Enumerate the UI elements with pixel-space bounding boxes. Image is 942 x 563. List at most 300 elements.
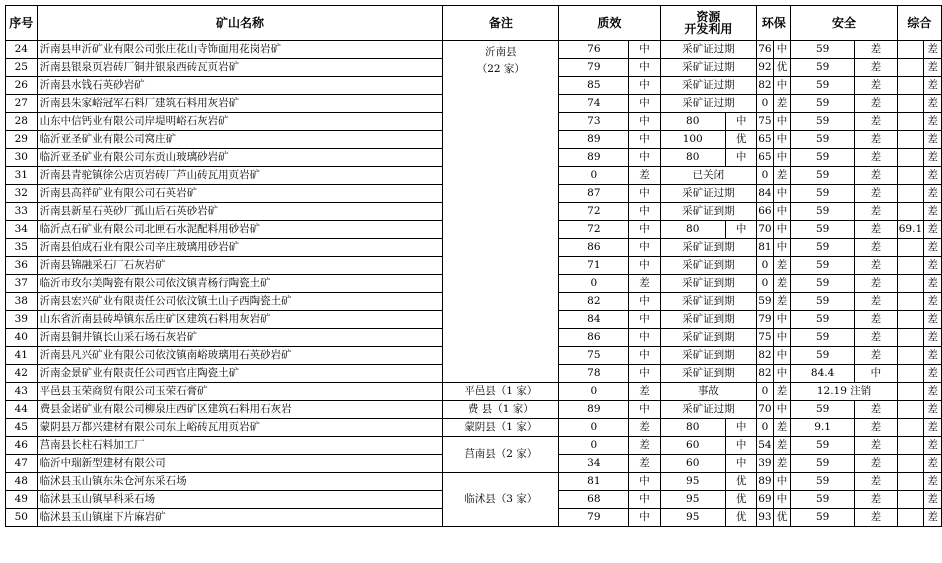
cell-quality-grade: 中 (629, 293, 660, 311)
cell-resource-grade: 中 (725, 455, 756, 473)
cell-overall-grade: 差 (924, 311, 942, 329)
cell-quality-score: 86 (559, 329, 629, 347)
note-line1: 临沭县（3 家） (464, 493, 538, 506)
cell-overall-score (897, 275, 923, 293)
cell-name: 沂南县铜井镇长山采石场石灰岩矿 (37, 329, 443, 347)
cell-env-score: 54 (757, 437, 773, 455)
cell-name: 山东省沂南县砖埠镇东岳庄矿区建筑石料用灰岩矿 (37, 311, 443, 329)
cell-env-grade: 差 (773, 383, 791, 401)
cell-no: 32 (6, 185, 38, 203)
cell-overall-score (897, 437, 923, 455)
cell-no: 35 (6, 239, 38, 257)
cell-resource-score: 80 (660, 221, 725, 239)
cell-quality-grade: 中 (629, 365, 660, 383)
note-line1: 费 县（1 家） (467, 403, 534, 416)
cell-overall-grade: 差 (924, 275, 942, 293)
cell-safety-status: 12.19 注销 (791, 383, 897, 401)
cell-resource-score: 95 (660, 491, 725, 509)
cell-env-score: 82 (757, 365, 773, 383)
cell-overall-score (897, 401, 923, 419)
header-resource-line2: 开发利用 (684, 22, 733, 36)
cell-env-grade: 中 (773, 347, 791, 365)
cell-env-grade: 差 (773, 257, 791, 275)
cell-safety-grade: 差 (854, 455, 897, 473)
cell-safety-score: 59 (791, 239, 855, 257)
cell-resource-status: 采矿证到期 (660, 275, 757, 293)
cell-no: 27 (6, 95, 38, 113)
cell-overall-score (897, 131, 923, 149)
cell-quality-score: 89 (559, 401, 629, 419)
cell-no: 41 (6, 347, 38, 365)
cell-quality-score: 76 (559, 41, 629, 59)
cell-resource-status: 采矿证到期 (660, 293, 757, 311)
cell-env-grade: 中 (773, 77, 791, 95)
cell-quality-score: 78 (559, 365, 629, 383)
cell-resource-status: 采矿证到期 (660, 365, 757, 383)
cell-quality-score: 0 (559, 437, 629, 455)
cell-resource-status: 采矿证过期 (660, 41, 757, 59)
cell-env-grade: 中 (773, 473, 791, 491)
cell-safety-score: 59 (791, 185, 855, 203)
cell-overall-grade: 差 (924, 77, 942, 95)
cell-resource-score: 60 (660, 455, 725, 473)
cell-env-grade: 中 (773, 185, 791, 203)
cell-safety-score: 59 (791, 113, 855, 131)
cell-quality-score: 81 (559, 473, 629, 491)
cell-quality-score: 79 (559, 509, 629, 527)
cell-no: 42 (6, 365, 38, 383)
cell-safety-score: 59 (791, 167, 855, 185)
cell-name: 沂南县高祥矿业有限公司石英岩矿 (37, 185, 443, 203)
note-line2: （22 家） (476, 63, 525, 75)
cell-overall-score (897, 95, 923, 113)
cell-resource-status: 采矿证过期 (660, 185, 757, 203)
cell-name: 沂南县宏兴矿业有限责任公司依汶镇土山子西陶瓷土矿 (37, 293, 443, 311)
cell-name: 沂南县锦融采石厂石灰岩矿 (37, 257, 443, 275)
cell-resource-status: 采矿证到期 (660, 311, 757, 329)
header-name: 矿山名称 (37, 6, 443, 41)
cell-no: 43 (6, 383, 38, 401)
cell-overall-grade: 差 (924, 149, 942, 167)
cell-safety-grade: 差 (854, 329, 897, 347)
cell-quality-grade: 差 (629, 167, 660, 185)
cell-safety-score: 59 (791, 95, 855, 113)
cell-quality-score: 75 (559, 347, 629, 365)
cell-resource-score: 80 (660, 149, 725, 167)
cell-no: 50 (6, 509, 38, 527)
header-note: 备注 (443, 6, 559, 41)
cell-safety-score: 59 (791, 221, 855, 239)
cell-safety-score: 59 (791, 59, 855, 77)
cell-env-score: 65 (757, 131, 773, 149)
cell-quality-score: 72 (559, 221, 629, 239)
cell-safety-score: 59 (791, 401, 855, 419)
header-env: 环保 (757, 6, 791, 41)
cell-overall-grade: 差 (924, 293, 942, 311)
cell-quality-grade: 中 (629, 41, 660, 59)
cell-env-score: 92 (757, 59, 773, 77)
cell-overall-grade: 差 (924, 185, 942, 203)
cell-name: 沂南县青驼镇徐公店页岩砖厂芦山砖瓦用页岩矿 (37, 167, 443, 185)
cell-resource-status: 已关闭 (660, 167, 757, 185)
cell-resource-status: 采矿证到期 (660, 203, 757, 221)
cell-overall-score (897, 41, 923, 59)
cell-safety-grade: 差 (854, 185, 897, 203)
header-quality: 质效 (559, 6, 660, 41)
cell-resource-status: 采矿证到期 (660, 347, 757, 365)
cell-resource-grade: 优 (725, 491, 756, 509)
cell-safety-grade: 差 (854, 509, 897, 527)
cell-safety-grade: 差 (854, 293, 897, 311)
cell-safety-grade: 差 (854, 41, 897, 59)
cell-name: 临沭县玉山镇崖下片麻岩矿 (37, 509, 443, 527)
cell-resource-status: 采矿证过期 (660, 401, 757, 419)
cell-safety-grade: 差 (854, 167, 897, 185)
cell-env-grade: 优 (773, 509, 791, 527)
cell-safety-score: 59 (791, 275, 855, 293)
cell-resource-grade: 中 (725, 149, 756, 167)
cell-safety-score: 59 (791, 293, 855, 311)
cell-safety-score: 59 (791, 473, 855, 491)
cell-quality-grade: 中 (629, 491, 660, 509)
cell-quality-score: 71 (559, 257, 629, 275)
cell-note (443, 419, 559, 437)
cell-safety-score: 59 (791, 203, 855, 221)
cell-name: 莒南县长柱石料加工厂 (37, 437, 443, 455)
cell-overall-score (897, 149, 923, 167)
cell-env-grade: 差 (773, 95, 791, 113)
cell-quality-score: 89 (559, 149, 629, 167)
cell-env-score: 79 (757, 311, 773, 329)
cell-env-score: 0 (757, 95, 773, 113)
cell-env-grade: 中 (773, 113, 791, 131)
cell-overall-score (897, 455, 923, 473)
cell-quality-grade: 差 (629, 419, 660, 437)
cell-overall-score (897, 311, 923, 329)
cell-quality-grade: 中 (629, 113, 660, 131)
cell-quality-score: 0 (559, 383, 629, 401)
cell-safety-score: 59 (791, 131, 855, 149)
cell-note (443, 41, 559, 383)
cell-safety-grade: 差 (854, 473, 897, 491)
report-table-container (5, 5, 942, 527)
cell-no: 46 (6, 437, 38, 455)
cell-quality-grade: 中 (629, 509, 660, 527)
cell-overall-score (897, 239, 923, 257)
cell-no: 37 (6, 275, 38, 293)
cell-name: 沂南县朱家峪冠军石料厂建筑石料用灰岩矿 (37, 95, 443, 113)
cell-env-score: 0 (757, 275, 773, 293)
cell-no: 31 (6, 167, 38, 185)
header-no: 序号 (6, 6, 38, 41)
cell-safety-grade: 差 (854, 437, 897, 455)
cell-no: 29 (6, 131, 38, 149)
cell-quality-score: 34 (559, 455, 629, 473)
cell-name: 临沂亚圣矿业有限公司窝庄矿 (37, 131, 443, 149)
cell-no: 26 (6, 77, 38, 95)
cell-overall-score (897, 347, 923, 365)
table-row (6, 473, 942, 491)
cell-resource-status: 采矿证过期 (660, 59, 757, 77)
cell-overall-score (897, 59, 923, 77)
cell-overall-score (897, 365, 923, 383)
cell-safety-score: 84.4 (791, 365, 855, 383)
cell-safety-score: 59 (791, 329, 855, 347)
cell-quality-grade: 中 (629, 473, 660, 491)
cell-quality-grade: 中 (629, 311, 660, 329)
cell-quality-score: 82 (559, 293, 629, 311)
table-row (6, 437, 942, 455)
cell-overall-score (897, 509, 923, 527)
cell-safety-grade: 差 (854, 77, 897, 95)
cell-overall-grade: 差 (924, 113, 942, 131)
cell-quality-score: 85 (559, 77, 629, 95)
cell-env-score: 75 (757, 329, 773, 347)
cell-quality-grade: 中 (629, 185, 660, 203)
cell-note (443, 473, 559, 527)
header-row (6, 6, 942, 41)
header-safety: 安全 (791, 6, 897, 41)
cell-quality-score: 74 (559, 95, 629, 113)
cell-quality-score: 0 (559, 419, 629, 437)
cell-quality-grade: 差 (629, 437, 660, 455)
cell-safety-score: 59 (791, 347, 855, 365)
cell-quality-grade: 差 (629, 383, 660, 401)
cell-resource-status: 采矿证过期 (660, 77, 757, 95)
cell-quality-grade: 中 (629, 329, 660, 347)
cell-env-score: 75 (757, 113, 773, 131)
cell-env-score: 0 (757, 383, 773, 401)
cell-overall-score (897, 473, 923, 491)
cell-overall-grade: 差 (924, 491, 942, 509)
cell-no: 24 (6, 41, 38, 59)
cell-env-score: 76 (757, 41, 773, 59)
cell-env-score: 70 (757, 221, 773, 239)
cell-quality-score: 89 (559, 131, 629, 149)
cell-resource-grade: 优 (725, 473, 756, 491)
cell-safety-grade: 差 (854, 239, 897, 257)
cell-safety-grade: 差 (854, 311, 897, 329)
cell-name: 费县金诺矿业有限公司柳泉庄西矿区建筑石料用石灰岩 (37, 401, 443, 419)
cell-quality-score: 68 (559, 491, 629, 509)
header-resource-line1: 资源 (696, 10, 721, 24)
cell-env-score: 69 (757, 491, 773, 509)
cell-env-grade: 中 (773, 41, 791, 59)
cell-env-grade: 差 (773, 275, 791, 293)
cell-name: 蒙阴县万都兴建材有限公司东上峪砖瓦用页岩矿 (37, 419, 443, 437)
cell-quality-grade: 中 (629, 77, 660, 95)
cell-env-grade: 中 (773, 401, 791, 419)
cell-safety-score: 59 (791, 437, 855, 455)
cell-overall-score (897, 185, 923, 203)
cell-overall-grade: 差 (924, 401, 942, 419)
cell-safety-grade: 差 (854, 113, 897, 131)
cell-env-score: 84 (757, 185, 773, 203)
cell-resource-score: 80 (660, 419, 725, 437)
cell-overall-grade: 差 (924, 257, 942, 275)
header-overall: 综合 (897, 6, 941, 41)
cell-env-score: 82 (757, 77, 773, 95)
header-resource (660, 6, 757, 41)
cell-safety-score: 59 (791, 455, 855, 473)
cell-env-score: 82 (757, 347, 773, 365)
cell-overall-grade: 差 (924, 203, 942, 221)
cell-quality-score: 79 (559, 59, 629, 77)
cell-env-grade: 中 (773, 221, 791, 239)
cell-quality-grade: 中 (629, 221, 660, 239)
cell-quality-score: 0 (559, 275, 629, 293)
cell-overall-grade: 差 (924, 455, 942, 473)
cell-no: 49 (6, 491, 38, 509)
cell-safety-grade: 差 (854, 275, 897, 293)
cell-overall-grade: 差 (924, 167, 942, 185)
cell-no: 47 (6, 455, 38, 473)
cell-overall-grade: 差 (924, 473, 942, 491)
cell-overall-grade: 差 (924, 329, 942, 347)
cell-safety-grade: 差 (854, 95, 897, 113)
cell-overall-score (897, 293, 923, 311)
cell-safety-score: 59 (791, 257, 855, 275)
cell-quality-grade: 中 (629, 203, 660, 221)
cell-resource-grade: 中 (725, 221, 756, 239)
note-line1: 沂南县 (485, 46, 517, 58)
cell-resource-grade: 优 (725, 131, 756, 149)
cell-resource-score: 100 (660, 131, 725, 149)
cell-quality-score: 73 (559, 113, 629, 131)
cell-name: 临沭县玉山镇东朱仓河东采石场 (37, 473, 443, 491)
cell-no: 44 (6, 401, 38, 419)
cell-overall-grade: 差 (924, 41, 942, 59)
cell-quality-grade: 差 (629, 455, 660, 473)
cell-name: 临沂点石矿业有限公司北匣石水泥配料用砂岩矿 (37, 221, 443, 239)
cell-env-score: 39 (757, 455, 773, 473)
cell-name: 临沂市玫尔美陶瓷有限公司依汶镇青杨行陶瓷土矿 (37, 275, 443, 293)
cell-no: 30 (6, 149, 38, 167)
cell-safety-grade: 差 (854, 401, 897, 419)
note-line1: 蒙阴县（1 家） (464, 421, 538, 434)
cell-env-grade: 中 (773, 329, 791, 347)
cell-overall-score (897, 383, 923, 401)
cell-name: 沂南县凡兴矿业有限公司依汶镇南峪玻璃用石英砂岩矿 (37, 347, 443, 365)
cell-name: 沂南县水钱石英砂岩矿 (37, 77, 443, 95)
cell-name: 沂南县新星石英砂厂孤山后石英砂岩矿 (37, 203, 443, 221)
cell-env-score: 0 (757, 257, 773, 275)
cell-safety-score: 59 (791, 509, 855, 527)
cell-env-grade: 差 (773, 419, 791, 437)
cell-name: 沂南县银泉页岩砖厂铜井银泉西砖瓦页岩矿 (37, 59, 443, 77)
cell-no: 45 (6, 419, 38, 437)
cell-env-score: 66 (757, 203, 773, 221)
cell-no: 38 (6, 293, 38, 311)
cell-name: 临沂亚圣矿业有限公司东贡山玻璃砂岩矿 (37, 149, 443, 167)
cell-overall-grade: 差 (924, 131, 942, 149)
cell-env-grade: 中 (773, 239, 791, 257)
note-line1: 平邑县（1 家） (464, 385, 538, 398)
cell-overall-grade: 差 (924, 365, 942, 383)
cell-resource-grade: 中 (725, 419, 756, 437)
cell-no: 33 (6, 203, 38, 221)
cell-resource-grade: 中 (725, 113, 756, 131)
cell-quality-grade: 中 (629, 59, 660, 77)
cell-resource-status: 采矿证过期 (660, 95, 757, 113)
cell-env-score: 0 (757, 419, 773, 437)
cell-resource-status: 采矿证到期 (660, 239, 757, 257)
cell-resource-status: 采矿证到期 (660, 257, 757, 275)
cell-env-grade: 差 (773, 293, 791, 311)
cell-no: 36 (6, 257, 38, 275)
cell-env-grade: 差 (773, 437, 791, 455)
cell-safety-grade: 差 (854, 203, 897, 221)
cell-quality-score: 0 (559, 167, 629, 185)
cell-env-score: 0 (757, 167, 773, 185)
cell-safety-grade: 差 (854, 257, 897, 275)
cell-quality-grade: 差 (629, 275, 660, 293)
cell-quality-grade: 中 (629, 347, 660, 365)
cell-env-score: 70 (757, 401, 773, 419)
cell-resource-grade: 中 (725, 437, 756, 455)
cell-no: 39 (6, 311, 38, 329)
cell-env-score: 93 (757, 509, 773, 527)
cell-overall-score (897, 203, 923, 221)
table-row (6, 383, 942, 401)
cell-safety-score: 9.1 (791, 419, 855, 437)
table-row (6, 41, 942, 59)
cell-env-grade: 中 (773, 203, 791, 221)
cell-resource-score: 95 (660, 473, 725, 491)
cell-env-grade: 中 (773, 311, 791, 329)
cell-overall-grade: 差 (924, 95, 942, 113)
cell-name: 临沂中瑞新型建材有限公司 (37, 455, 443, 473)
cell-resource-score: 80 (660, 113, 725, 131)
cell-safety-grade: 差 (854, 347, 897, 365)
cell-safety-grade: 差 (854, 491, 897, 509)
cell-overall-grade: 差 (924, 347, 942, 365)
cell-safety-score: 59 (791, 77, 855, 95)
cell-resource-grade: 优 (725, 509, 756, 527)
cell-no: 28 (6, 113, 38, 131)
cell-overall-score (897, 167, 923, 185)
table-body (6, 41, 942, 527)
cell-resource-score: 60 (660, 437, 725, 455)
cell-note (443, 437, 559, 473)
cell-overall-score (897, 329, 923, 347)
note-line1: 莒南县（2 家） (464, 448, 538, 461)
cell-overall-score (897, 113, 923, 131)
cell-env-grade: 差 (773, 167, 791, 185)
cell-name: 山东中信钙业有限公司岸堤明峪石灰岩矿 (37, 113, 443, 131)
cell-overall-grade: 差 (924, 221, 942, 239)
cell-quality-score: 72 (559, 203, 629, 221)
cell-overall-score (897, 419, 923, 437)
cell-overall-grade: 差 (924, 239, 942, 257)
cell-env-grade: 差 (773, 455, 791, 473)
cell-overall-grade: 差 (924, 59, 942, 77)
cell-safety-grade: 中 (854, 365, 897, 383)
cell-quality-score: 86 (559, 239, 629, 257)
cell-quality-grade: 中 (629, 401, 660, 419)
cell-quality-grade: 中 (629, 149, 660, 167)
table-row (6, 419, 942, 437)
cell-overall-score: 69.1 (897, 221, 923, 239)
cell-env-score: 81 (757, 239, 773, 257)
cell-no: 48 (6, 473, 38, 491)
cell-overall-grade: 差 (924, 437, 942, 455)
cell-name: 平邑县玉荣商贸有限公司玉荣石膏矿 (37, 383, 443, 401)
cell-quality-grade: 中 (629, 257, 660, 275)
cell-name: 沂南县伯成石业有限公司辛庄玻璃用砂岩矿 (37, 239, 443, 257)
cell-safety-score: 59 (791, 491, 855, 509)
cell-env-grade: 中 (773, 131, 791, 149)
